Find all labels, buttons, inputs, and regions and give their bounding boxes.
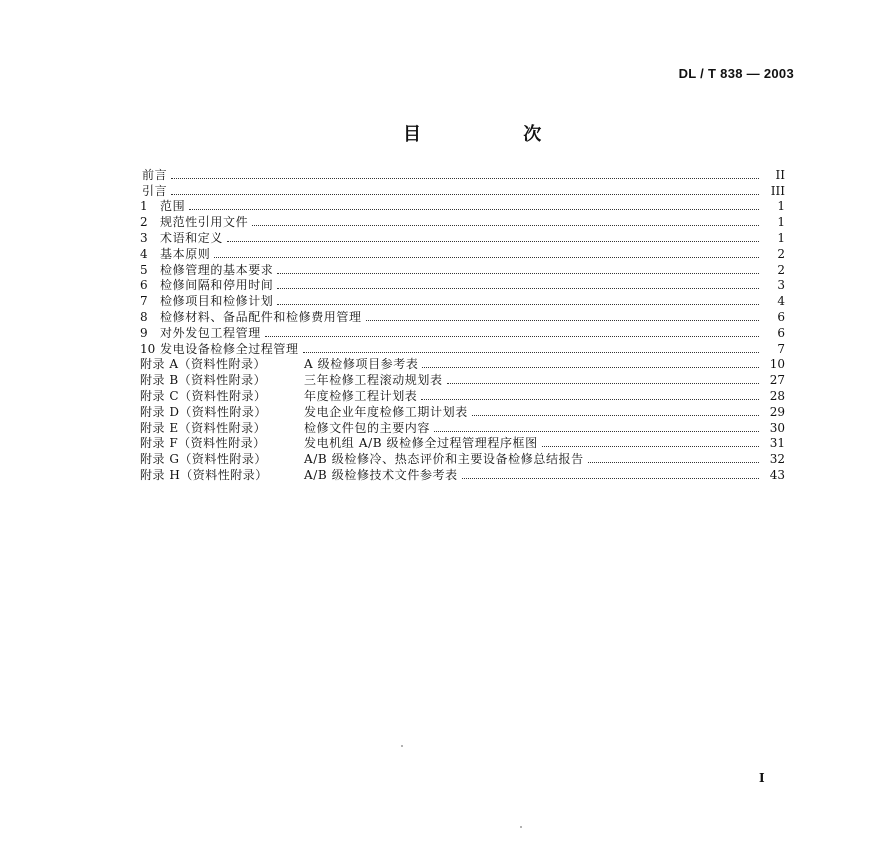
toc-entry (140, 167, 785, 183)
toc-entry-label: 术语和定义 (160, 230, 224, 245)
appendix-label: A/B 级检修技术文件参考表 (304, 467, 458, 482)
toc-entry-page: 2 (777, 262, 785, 277)
toc-entry-label: 基本原则 (160, 246, 211, 261)
toc-entry-label: 检修管理的基本要求 (160, 262, 274, 277)
toc-entry-number: 9 (140, 325, 148, 340)
toc-appendices (140, 357, 785, 483)
toc-entry-page: 6 (777, 309, 785, 324)
dot-leader (421, 399, 759, 400)
toc-entry (140, 309, 785, 325)
toc-appendix (140, 388, 785, 404)
toc-entry (140, 293, 785, 309)
toc-entry-number: 4 (140, 246, 148, 261)
toc-appendix (140, 357, 785, 373)
dot-leader (171, 194, 759, 195)
toc-entry (140, 214, 785, 230)
appendix-page: 10 (769, 357, 785, 372)
appendix-prefix: 附录 H（资料性附录） (140, 467, 268, 482)
document-code: DL / T 838 — 2003 (678, 66, 794, 81)
dot-leader (303, 352, 759, 353)
toc-entry (140, 199, 785, 215)
appendix-page: 29 (769, 404, 785, 419)
toc-entry-label: 范围 (160, 199, 186, 214)
dot-leader (171, 178, 759, 179)
dot-leader (252, 225, 759, 226)
toc-appendix (140, 451, 785, 467)
toc-entry-label: 检修材料、备品配件和检修费用管理 (160, 309, 362, 324)
appendix-label: A/B 级检修冷、热态评价和主要设备检修总结报告 (304, 452, 584, 467)
appendix-page: 27 (769, 373, 785, 388)
toc-entry-label: 发电设备检修全过程管理 (160, 341, 299, 356)
toc-entry (140, 341, 785, 357)
toc-entry-page: 3 (777, 278, 785, 293)
appendix-prefix: 附录 C（资料性附录） (140, 388, 267, 403)
appendix-prefix: 附录 A（资料性附录） (140, 357, 266, 372)
toc-entry-number: 3 (140, 230, 148, 245)
toc-entry-label: 引言 (142, 183, 168, 198)
scan-speck (520, 826, 522, 828)
toc-entry (140, 278, 785, 294)
appendix-prefix: 附录 E（资料性附录） (140, 420, 267, 435)
dot-leader (214, 257, 759, 258)
toc-entry-number: 7 (140, 294, 148, 309)
toc-entry-page: 1 (777, 230, 785, 245)
toc-entry (140, 246, 785, 262)
appendix-label: 三年检修工程滚动规划表 (304, 373, 443, 388)
dot-leader (542, 446, 759, 447)
appendix-page: 32 (769, 452, 785, 467)
dot-leader (472, 415, 759, 416)
dot-leader (277, 304, 759, 305)
toc-entry-page: 7 (777, 341, 785, 356)
toc-entry-page: III (770, 183, 785, 198)
dot-leader (189, 209, 759, 210)
toc-entry (140, 325, 785, 341)
dot-leader (422, 367, 759, 368)
toc-entry-number: 6 (140, 278, 148, 293)
appendix-label: 发电机组 A/B 级检修全过程管理程序框图 (304, 436, 538, 451)
dot-leader (462, 478, 759, 479)
toc-entry-page: 1 (777, 199, 785, 214)
toc-entry (140, 262, 785, 278)
toc-entry-label: 对外发包工程管理 (160, 325, 261, 340)
toc-entry-label: 规范性引用文件 (160, 215, 249, 230)
appendix-page: 43 (769, 467, 785, 482)
dot-leader (588, 462, 759, 463)
toc-entry-page: 6 (777, 325, 785, 340)
table-of-contents (140, 167, 785, 483)
page-number: I (759, 771, 765, 785)
toc-entry-number: 2 (140, 215, 148, 230)
toc-entry (140, 230, 785, 246)
appendix-prefix: 附录 D（资料性附录） (140, 404, 267, 419)
appendix-label: 年度检修工程计划表 (304, 388, 418, 403)
appendix-prefix: 附录 B（资料性附录） (140, 373, 267, 388)
toc-entries (140, 167, 785, 357)
toc-entry-number: 8 (140, 309, 148, 324)
toc-entry-page: 4 (777, 294, 785, 309)
appendix-label: A 级检修项目参考表 (304, 357, 419, 372)
scan-speck (401, 745, 403, 747)
toc-entry-number: 1 (140, 199, 148, 214)
dot-leader (227, 241, 759, 242)
dot-leader (366, 320, 759, 321)
appendix-prefix: 附录 G（资料性附录） (140, 452, 267, 467)
dot-leader (434, 431, 759, 432)
appendix-page: 30 (769, 420, 785, 435)
toc-appendix (140, 467, 785, 483)
dot-leader (277, 273, 759, 274)
page-title: 目 次 (403, 124, 590, 145)
toc-appendix (140, 436, 785, 452)
toc-entry-label: 检修项目和检修计划 (160, 294, 274, 309)
appendix-label: 检修文件包的主要内容 (304, 420, 431, 435)
appendix-label: 发电企业年度检修工期计划表 (304, 404, 468, 419)
toc-entry-label: 检修间隔和停用时间 (160, 278, 274, 293)
toc-appendix (140, 420, 785, 436)
toc-entry-number: 10 (140, 341, 156, 356)
toc-entry-page: II (775, 167, 785, 182)
toc-entry-number: 5 (140, 262, 148, 277)
appendix-prefix: 附录 F（资料性附录） (140, 436, 266, 451)
toc-appendix (140, 372, 785, 388)
toc-appendix (140, 404, 785, 420)
dot-leader (447, 383, 759, 384)
toc-entry-label: 前言 (142, 167, 168, 182)
toc-entry-page: 2 (777, 246, 785, 261)
appendix-page: 31 (769, 436, 785, 451)
appendix-page: 28 (769, 388, 785, 403)
toc-entry-page: 1 (777, 215, 785, 230)
dot-leader (277, 288, 759, 289)
toc-entry (140, 183, 785, 199)
dot-leader (265, 336, 759, 337)
